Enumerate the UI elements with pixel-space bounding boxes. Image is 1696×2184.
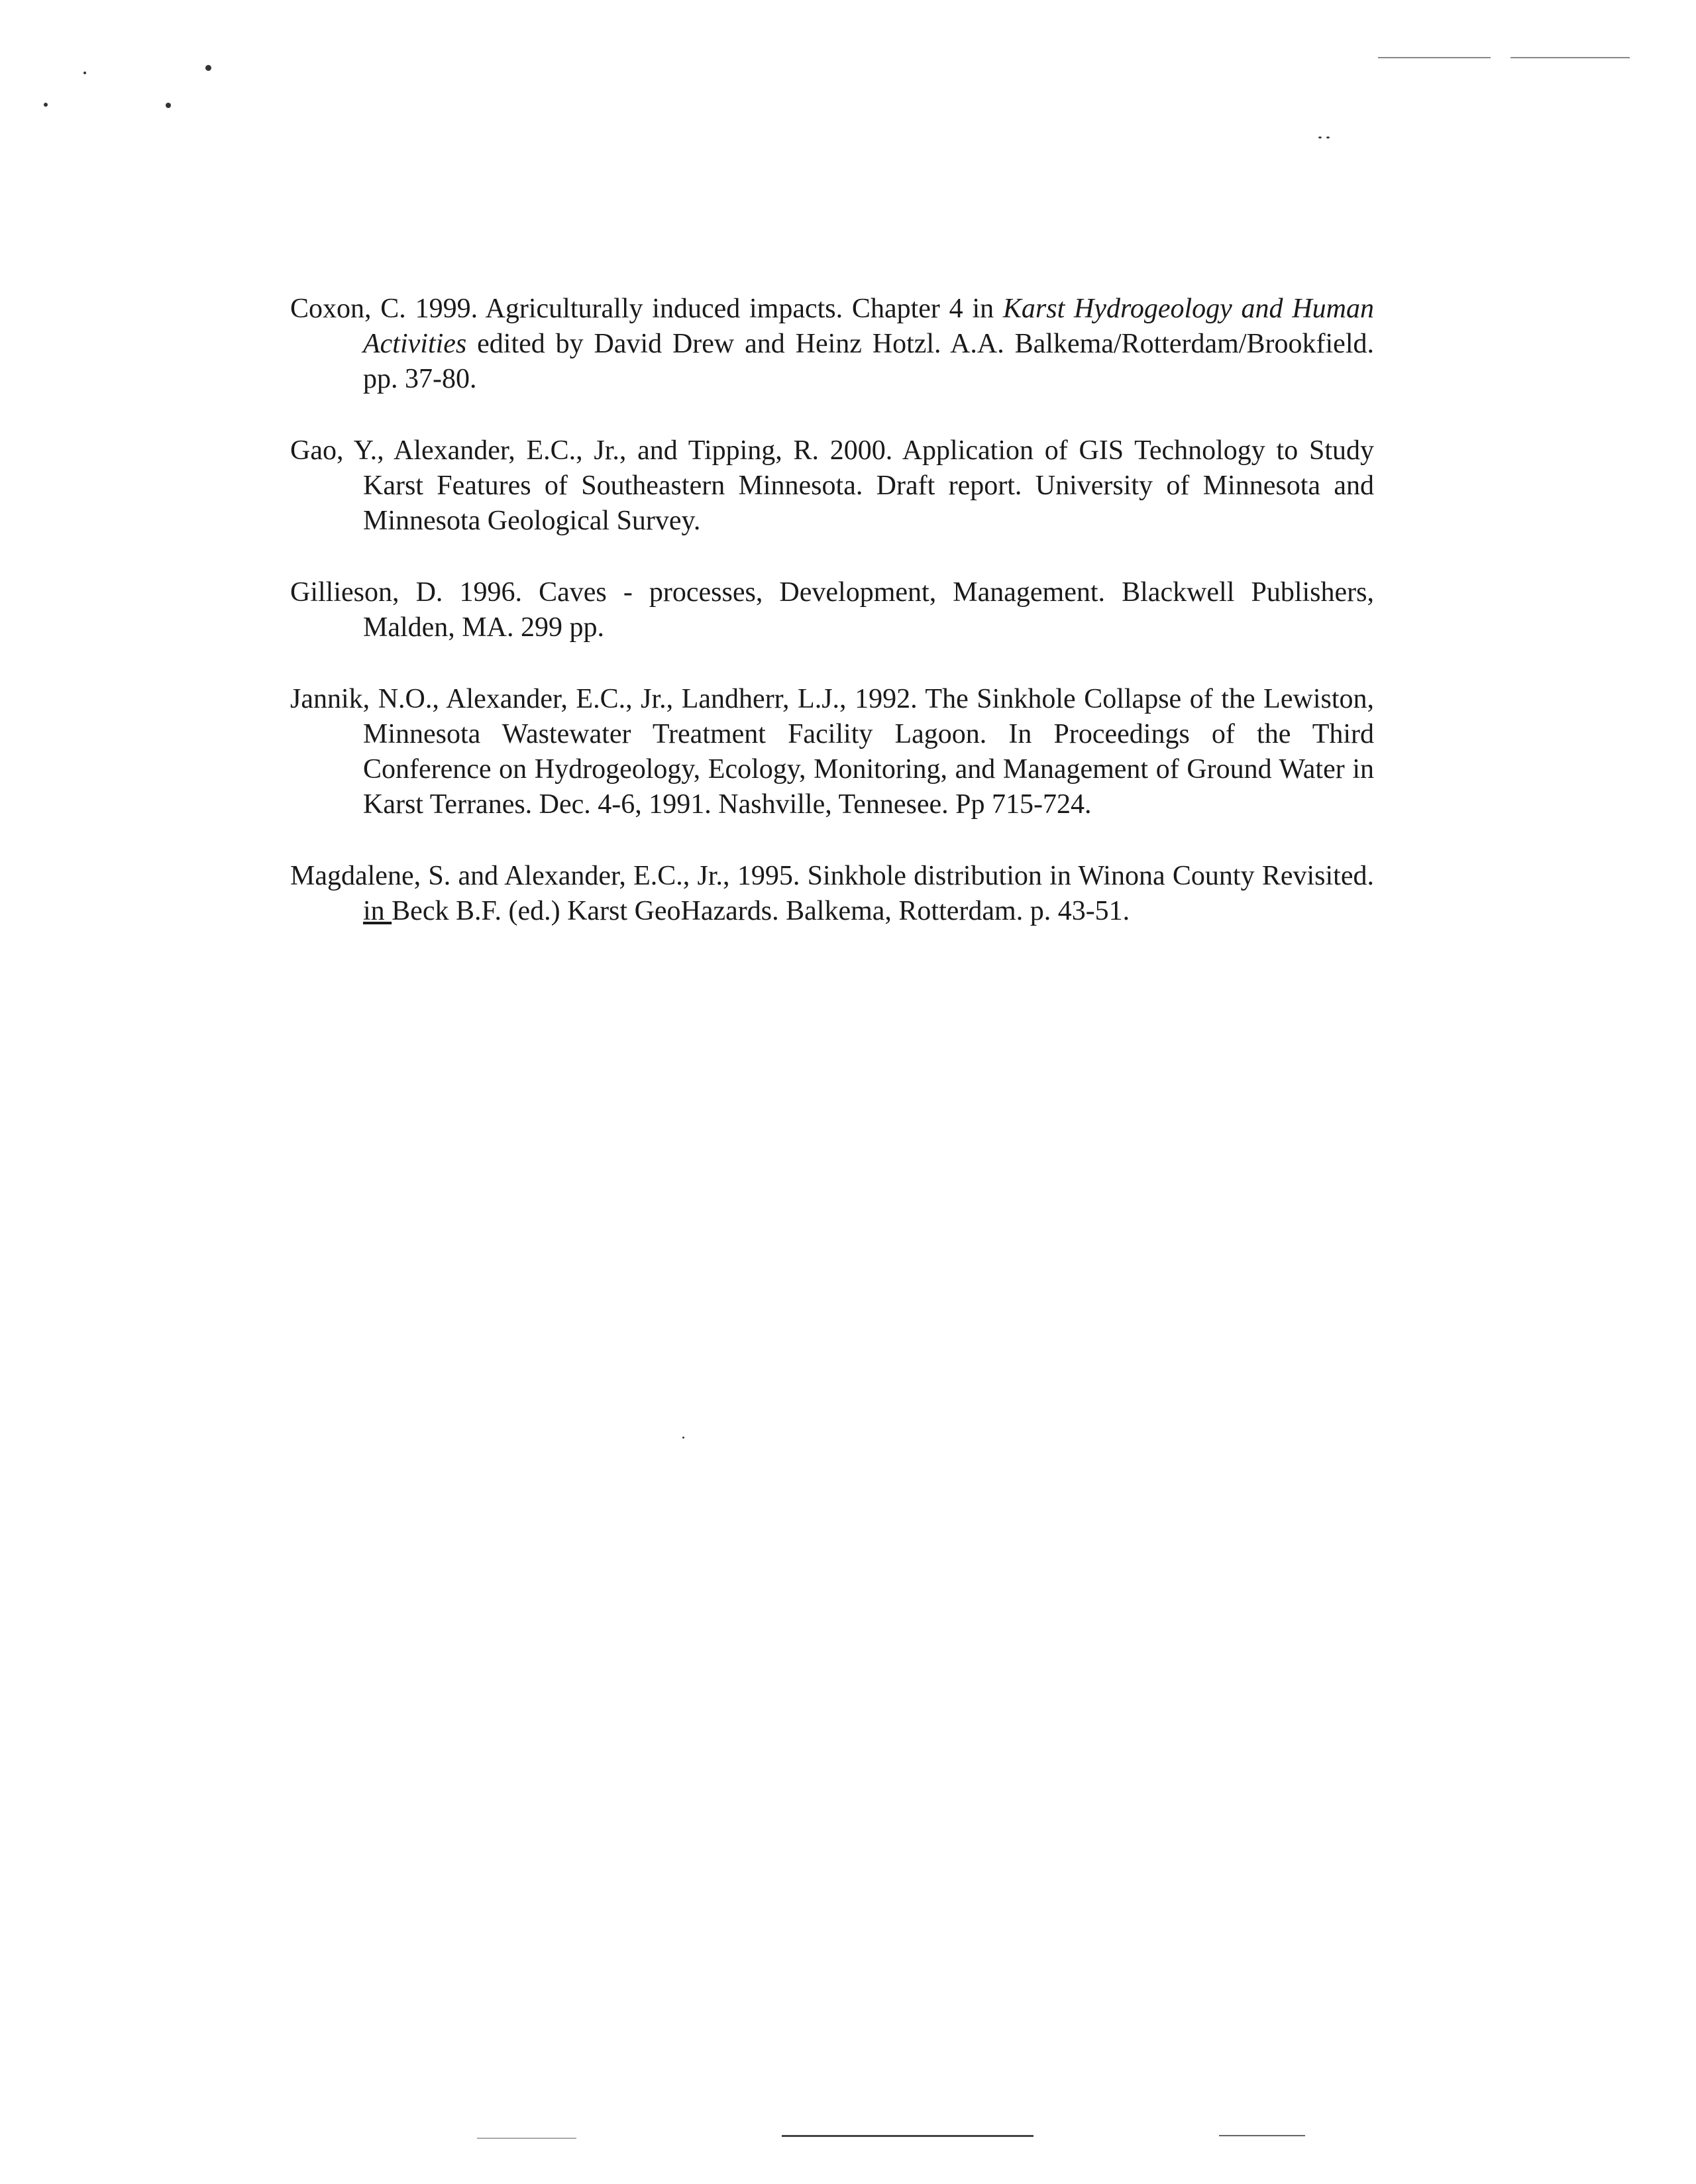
scan-rule: [1378, 57, 1491, 58]
scan-rule: [1219, 2135, 1305, 2136]
reference-gillieson: Gillieson, D. 1996. Caves - processes, Development, Management. Blackwell Publishers, Malden, MA. 299 pp.: [290, 577, 1374, 643]
scan-rule: [1510, 57, 1630, 58]
reference-coxon-tail: edited by David Drew and Heinz Hotzl. A.A. Balkema/Rotterdam/Brookfield. pp. 37-80.: [363, 329, 1374, 394]
scan-speck: [205, 65, 211, 71]
reference-list: [290, 292, 1374, 965]
reference-coxon-lead: Coxon, C. 1999. Agriculturally induced impacts. Chapter 4 in: [290, 294, 1003, 324]
scan-speck: [682, 1437, 684, 1439]
scan-speck: [44, 103, 48, 107]
reference-magdalene: [290, 859, 1374, 929]
reference-magdalene-lead: Magdalene, S. and Alexander, E.C., Jr., 1995. Sinkhole distribution in Winona County Revisited.: [290, 861, 1374, 891]
scan-rule: [782, 2135, 1034, 2137]
reference-magdalene-tail: Beck B.F. (ed.) Karst GeoHazards. Balkema, Rotterdam. p. 43-51.: [392, 896, 1130, 926]
reference-magdalene-in: in: [363, 896, 392, 926]
scan-speck: [1318, 136, 1322, 138]
scan-speck: [1326, 136, 1330, 138]
scan-rule: [477, 2138, 576, 2139]
reference-jannik: Jannik, N.O., Alexander, E.C., Jr., Landherr, L.J., 1992. The Sinkhole Collapse of the Lewiston, Minnesota Wastewater Treatment Facility Lagoon. In Proceedings of the Third Conference on Hydrogeology, Ecology, Monitoring, and Management of Ground Water in Karst Terranes. Dec. 4-6, 1991. Nashville, Tennesee. Pp 715-724.: [290, 684, 1374, 820]
reference-gao: Gao, Y., Alexander, E.C., Jr., and Tipping, R. 2000. Application of GIS Technology to Study Karst Features of Southeastern Minnesota. Draft report. University of Minnesota and Minnesota Geological Survey.: [290, 435, 1374, 536]
scan-speck: [166, 103, 171, 108]
scan-speck: [83, 72, 86, 74]
reference-coxon: [290, 292, 1374, 397]
reference-coxon-title: Karst Hydrogeology and Human Activities: [363, 294, 1374, 359]
